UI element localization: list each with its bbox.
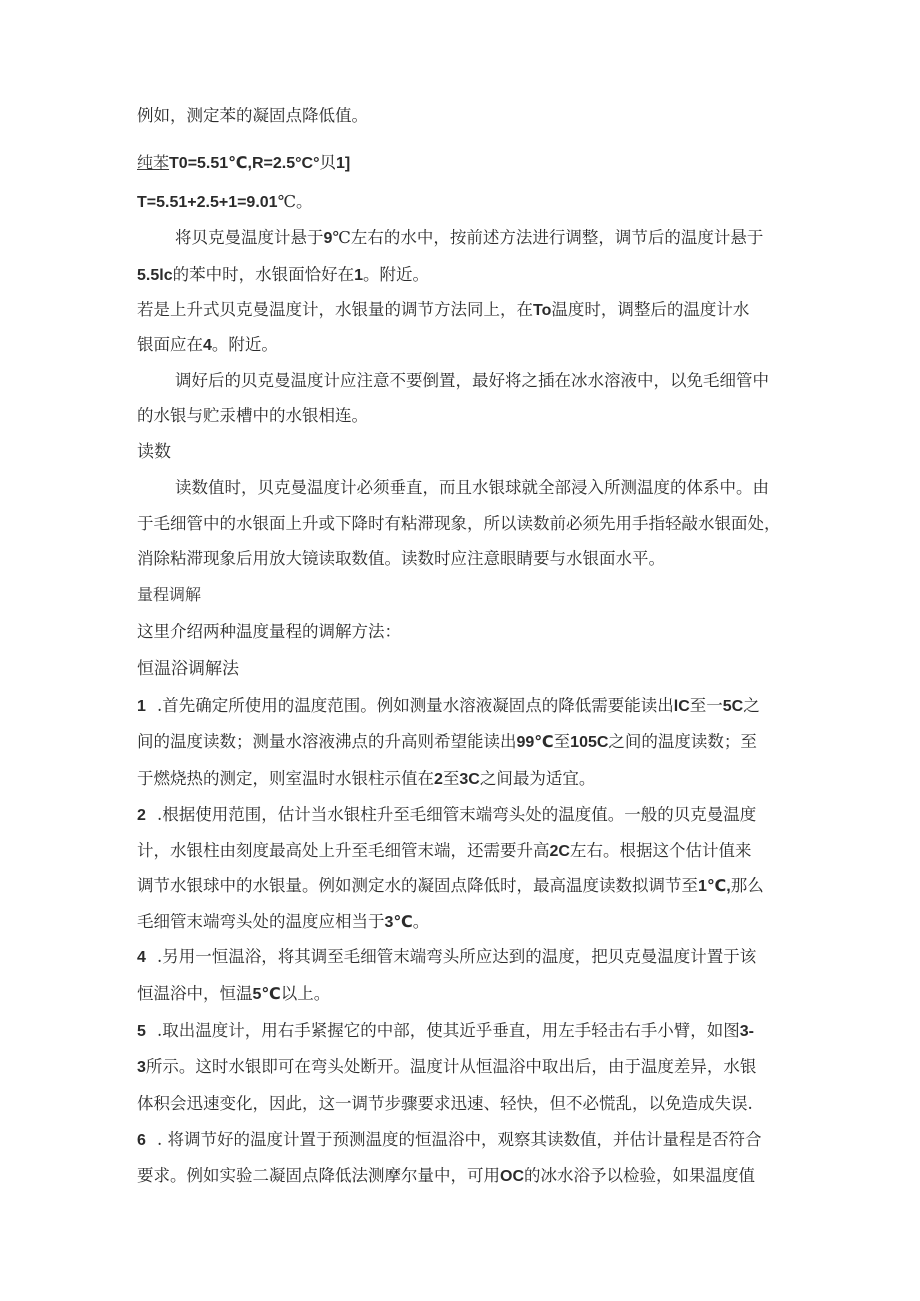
- value: To: [533, 302, 552, 319]
- text: 之: [743, 696, 760, 715]
- text: .取出温度计，用右手紧握它的中部，使其近乎垂直，用左手轻击右手小臂，如图: [157, 1021, 740, 1040]
- value: 2: [434, 771, 443, 788]
- heading-text: 读数: [137, 442, 171, 462]
- text-line: [137, 298, 787, 323]
- text: 恒温浴中，恒温: [137, 984, 253, 1003]
- list-number: 2: [137, 807, 146, 824]
- text-line: [137, 1164, 787, 1189]
- text: 之间的温度读数；至: [608, 732, 757, 751]
- text: 那么: [730, 876, 764, 895]
- formula-line: [137, 151, 787, 176]
- list-item-line: [137, 694, 787, 719]
- text: .首先确定所使用的温度范围。例如测量水溶液凝固点的降低需要能读出: [157, 696, 674, 715]
- text-line: [137, 547, 787, 571]
- text: 的水银与贮汞槽中的水银相连。: [137, 406, 368, 425]
- text: 至: [442, 769, 460, 788]
- text: 调好后的贝克曼温度计应注意不要倒置，最好将之插在冰水溶液中，以免毛细管中: [175, 371, 769, 390]
- text: ℃。: [277, 192, 313, 211]
- text: 体积会迅速变化，因此，这一调节步骤要求迅速、轻快，但不必慌乱，以免造成失误.: [137, 1094, 753, 1113]
- text: 纯苯: [137, 153, 170, 172]
- text-line: [137, 1055, 787, 1080]
- value: 5C: [722, 698, 744, 715]
- list-item-line: [137, 803, 787, 828]
- text-line: [175, 226, 825, 251]
- text-line: [137, 1092, 787, 1116]
- text: 至一: [689, 696, 723, 715]
- value: 3-: [739, 1023, 754, 1040]
- value: 5.5lc: [137, 267, 173, 284]
- text: 例如，测定苯的凝固点降低值。: [137, 106, 368, 125]
- value: 3℃: [384, 914, 413, 931]
- text: 的冰水浴予以检验，如果温度值: [524, 1166, 755, 1185]
- formula: 1]: [335, 155, 351, 172]
- list-number: 6: [137, 1132, 146, 1149]
- value: 9: [323, 230, 333, 247]
- text: 调节水银球中的水银量。例如测定水的凝固点降低时，最高温度读数拟调节至: [137, 876, 698, 895]
- text: 至: [553, 732, 571, 751]
- text: ℃左右的水中，按前述方法进行调整，调节后的温度计悬于: [332, 228, 764, 247]
- text-line: [137, 333, 787, 358]
- value: 2C: [549, 843, 570, 860]
- formula-line: [137, 190, 787, 215]
- list-number: 4: [137, 949, 146, 966]
- value: lC: [673, 698, 690, 715]
- value: 105C: [570, 734, 609, 751]
- text-line: [137, 104, 787, 128]
- formula: T=5.51+2.5+1=9.01: [137, 194, 278, 211]
- text: 。附近。: [211, 335, 278, 354]
- text-line: [175, 476, 825, 500]
- text: 读数值时，贝克曼温度计必须垂直，而且水银球就全部浸入所测温度的体系中。由: [175, 478, 769, 497]
- text: 的苯中时，水银面恰好在: [172, 265, 355, 284]
- text: 。附近。: [363, 265, 429, 284]
- list-number: 1: [137, 698, 146, 715]
- section-heading: [137, 657, 787, 681]
- section-heading: [137, 440, 787, 464]
- text: .根据使用范围，估计当水银柱升至毛细管末端弯头处的温度值。一般的贝克曼温度: [157, 805, 757, 824]
- text: 温度时，调整后的温度计水: [551, 300, 750, 319]
- text-line: [137, 874, 787, 899]
- text-line: [137, 512, 787, 536]
- heading-text: 恒温浴调解法: [137, 659, 239, 679]
- value: 99℃: [516, 734, 554, 751]
- text: 将贝克曼温度计悬于: [175, 228, 324, 247]
- text: 若是上升式贝克曼温度计，水银量的调节方法同上，在: [137, 300, 533, 319]
- text: 。: [412, 912, 430, 931]
- text-line: [175, 369, 825, 393]
- text: 所示。这时水银即可在弯头处断开。温度计从恒温浴中取出后，由于温度差异，水银: [145, 1057, 757, 1076]
- formula: T0=5.51℃,R=2.5°C°: [169, 155, 320, 172]
- text: 贝: [319, 153, 336, 172]
- value: 1: [354, 267, 363, 284]
- value: OC: [500, 1168, 524, 1185]
- text: 要求。例如实验二凝固点降低法测摩尔量中，可用: [137, 1166, 500, 1185]
- text: . 将调节好的温度计置于预测温度的恒温浴中，观察其读数值，并估计量程是否符合: [157, 1130, 762, 1149]
- text: 于毛细管中的水银面上升或下降时有粘滞现象，所以读数前必须先用手指轻敲水银面处，: [137, 514, 781, 533]
- value: 3: [137, 1059, 146, 1076]
- text-line: [137, 910, 787, 935]
- text-line: [137, 839, 787, 864]
- text: 于燃烧热的测定，则室温时水银柱示值在: [137, 769, 434, 788]
- text-line: [137, 263, 787, 288]
- text: 消除粘滞现象后用放大镜读取数值。读数时应注意眼睛要与水银面水平。: [137, 549, 665, 568]
- value: 5℃: [252, 986, 281, 1003]
- text-line: [137, 620, 787, 644]
- text: 左右。根据这个估计值来: [569, 841, 752, 860]
- value: 4: [203, 337, 212, 354]
- text-line: [137, 730, 787, 755]
- text: 计，水银柱由刻度最高处上升至毛细管末端，还需要升高: [137, 841, 550, 860]
- list-item-line: [137, 1128, 787, 1153]
- text: 之间最为适宜。: [479, 769, 596, 788]
- text: 这里介绍两种温度量程的调解方法：: [137, 622, 401, 641]
- list-item-line: [137, 945, 787, 970]
- text-line: [137, 767, 787, 792]
- text-line: [137, 404, 787, 428]
- value: 3C: [459, 771, 480, 788]
- list-number: 5: [137, 1023, 146, 1040]
- text-line: [137, 982, 787, 1007]
- text: 银面应在: [137, 335, 203, 354]
- heading-text: 量程调解: [137, 585, 202, 604]
- text: 毛细管末端弯头处的温度应相当于: [137, 912, 385, 931]
- text: .另用一恒温浴，将其调至毛细管末端弯头所应达到的温度，把贝克曼温度计置于该: [157, 947, 757, 966]
- text: 间的温度读数；测量水溶液沸点的升高则希望能读出: [137, 732, 517, 751]
- section-heading: [137, 583, 787, 607]
- list-item-line: [137, 1019, 787, 1044]
- value: 1℃,: [698, 878, 731, 895]
- text: 以上。: [280, 984, 331, 1003]
